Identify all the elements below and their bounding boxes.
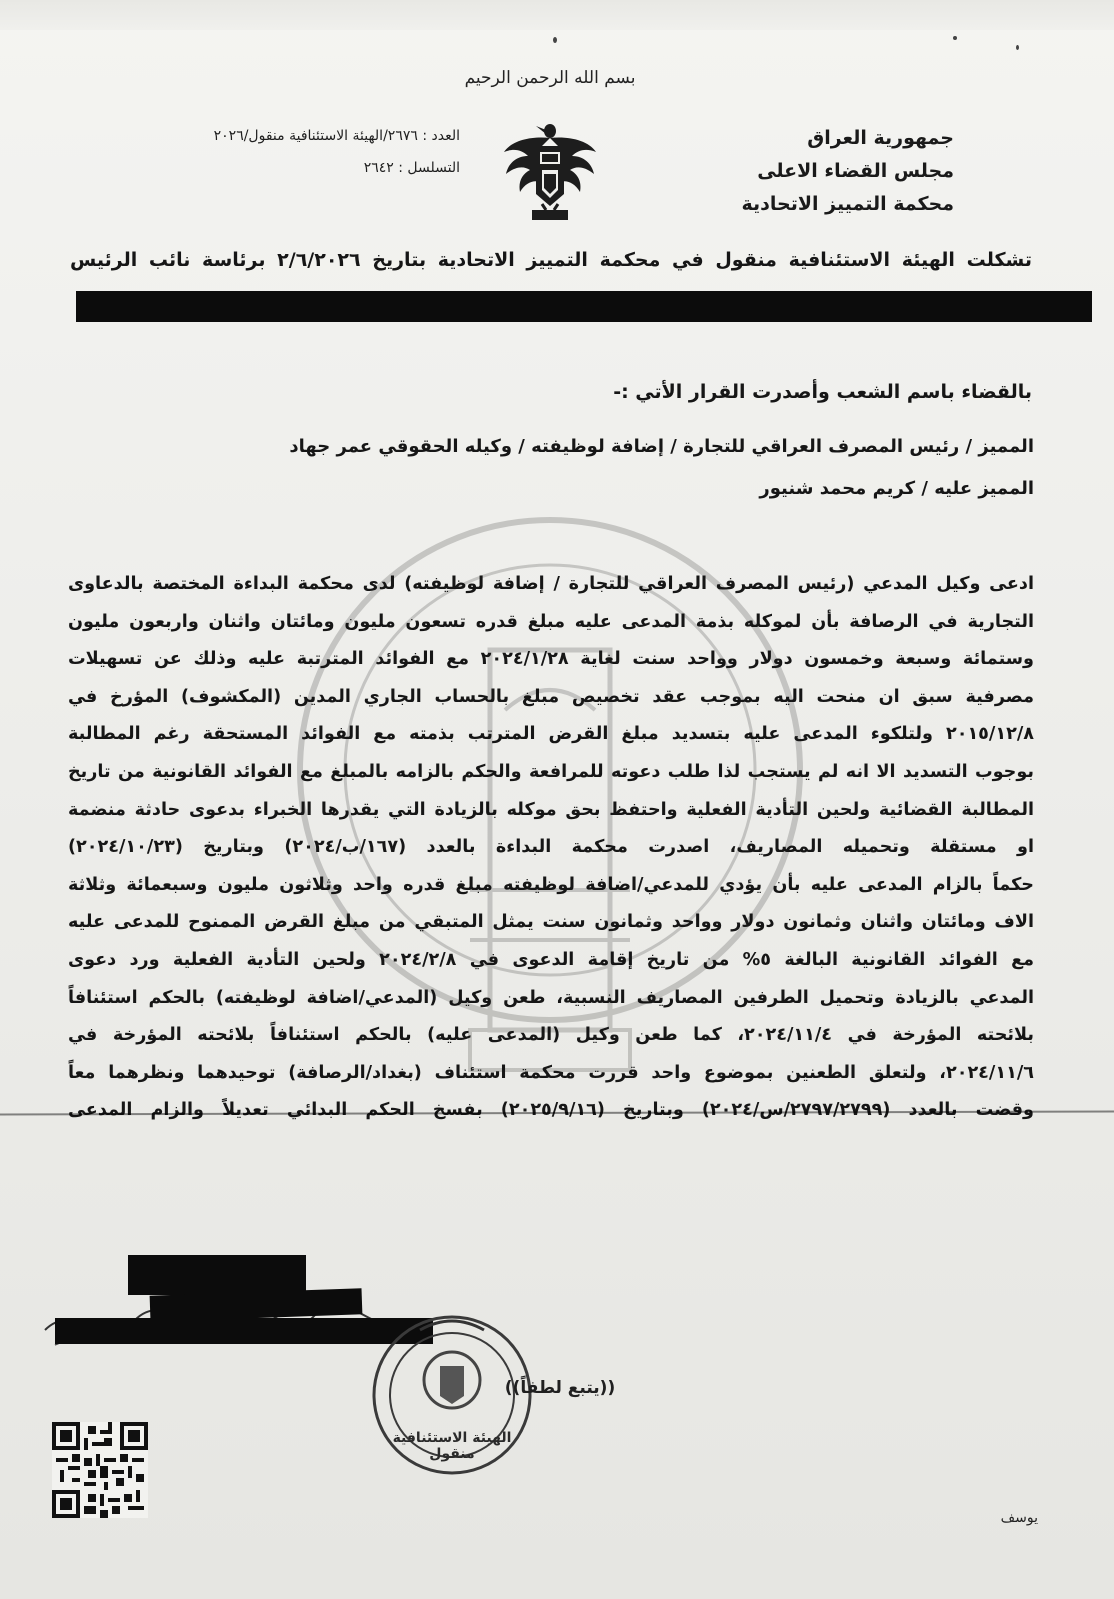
- basmala: بسم الله الرحمن الرحيم: [464, 68, 636, 88]
- seal-label: الهيئة الاستئنافية منقول: [392, 1430, 512, 1462]
- body-line: مصرفية سبق ان منحت اليه بموجب عقد تخصيص مبلغ بالحساب الجاري المدين (المكشوف) المؤرخ في: [68, 686, 1034, 707]
- continued-note: ((يتبع لطفاً)): [504, 1378, 616, 1398]
- clerk-name: يوسف: [1000, 1510, 1038, 1526]
- body-line: او مستقلة وتحميله المصاريف، اصدرت محكمة البداءة بالعدد (١٦٧/ب/٢٠٢٤) وبتاريخ (٢٠٢٤/١٠/٢٣): [68, 837, 1035, 858]
- intro-line-2-redacted: [70, 320, 1032, 360]
- intro-line-1: تشكلت الهيئة الاستئنافية منقول في محكمة التمييز الاتحادية بتاريخ ٢/٦/٢٠٢٦ برئاسة نائب الرئيس: [70, 249, 1032, 271]
- serial-label: التسلسل: [407, 160, 460, 176]
- body-line: المدعي بالزيادة وتحميل الطرفين المصاريف النسبية، طعن وكيل (المدعي/اضافة لوظيفته) بالحكم استئنافاً: [68, 987, 1034, 1008]
- redaction-bar: [128, 1255, 306, 1295]
- scan-speck: [953, 36, 957, 40]
- serial-line: التسلسل : ٢٦٤٢: [363, 160, 460, 176]
- intro-paragraph: [70, 240, 1032, 412]
- scan-top-strip: [0, 0, 1114, 30]
- body-line: حكماً بالزام المدعى عليه بأن يؤدي للمدعي/اضافة لوظيفته مبلغ قدره واحد وثلاثون مليون وسبعمائة وثلاثة: [68, 874, 1034, 895]
- body-line: ادعى وكيل المدعي (رئيس المصرف العراقي للتجارة / إضافة لوظيفته) لدى محكمة البداءة المختصة بالدعاوى: [68, 574, 1034, 594]
- body-line: وستمائة وسبعة وخمسون دولار وواحد سنت لغاية ٢٠٢٤/١/٢٨ مع الفوائد المترتبة عليه وذلك عن تسهيلات: [68, 649, 1034, 670]
- judgment-body: [68, 566, 1034, 1130]
- serial-number: ٢٦٤٢: [363, 160, 394, 176]
- issuer-block: [694, 122, 954, 221]
- respondent-line: المميز عليه / كريم محمد شنيور: [759, 478, 1034, 499]
- body-line: المطالبة القضائية ولحين التأدية الفعلية واحتفظ بحق موكله بالزيادة التي يقدرها الخبراء بدعوى حادثة منضمة: [68, 799, 1034, 820]
- scan-speck: [1016, 45, 1019, 50]
- court-name: محكمة التمييز الاتحادية: [741, 193, 954, 215]
- scan-speck: [553, 37, 557, 43]
- appellant-line: المميز / رئيس المصرف العراقي للتجارة / إضافة لوظيفته / وكيله الحقوقي عمر جهاد: [289, 436, 1034, 457]
- council-name: مجلس القضاء الاعلى: [757, 160, 954, 182]
- country-name: جمهورية العراق: [807, 127, 954, 149]
- case-number: ٢٦٧٦/الهيئة الاستئنافية منقول/٢٠٢٦: [213, 128, 418, 144]
- body-line: التجارية في الرصافة بأن لموكله بذمة المدعى عليه مبلغ قدره تسعون مليون ومائتان واثنان واربعون مليون: [68, 611, 1034, 632]
- body-line: مع الفوائد القانونية البالغة ٥% من تاريخ إقامة الدعوى في ٢٠٢٤/٢/٨ ولحين التأدية الفعلية ورد دعوى: [68, 949, 1034, 970]
- qr-code-icon: [52, 1422, 148, 1518]
- case-number-line: العدد : ٢٦٧٦/الهيئة الاستئنافية منقول/٢٠٢٦: [213, 128, 460, 144]
- reference-block: [110, 120, 460, 184]
- intro-line-3: بالقضاء باسم الشعب وأصدرت القرار الأتي :-: [613, 381, 1032, 403]
- body-line: بوجوب التسديد الا انه لم يستجب لذا طلب دعوته للمرافعة والحكم بالزامه بالمبلغ مع الفوائد القانونية من تاريخ: [68, 761, 1034, 782]
- iraq-eagle-emblem-icon: [502, 118, 598, 228]
- redaction-bar: [76, 291, 1092, 322]
- body-line: ٢٠١٥/١٢/٨ ولتلكوء المدعى عليه بتسديد مبلغ القرض المترتب بذمته مع الفوائد المستحقة رغم المطالبة: [68, 724, 1034, 745]
- body-line: الاف ومائتان واثنان وثمانون دولار وواحد وثمانون سنت يمثل المتبقي من مبلغ القرض الممنوح للمدعى عليه: [68, 912, 1034, 933]
- body-line: ٢٠٢٤/١١/٦، ولتعلق الطعنين بموضوع واحد قررت محكمة استئناف (بغداد/الرصافة) توحيدهما ونظرهما معاً: [68, 1062, 1034, 1083]
- body-line: وقضت بالعدد (٢٧٩٧/٢٧٩٩/س/٢٠٢٤) وبتاريخ (٢٠٢٥/٩/١٦) بفسخ الحكم البدائي تعديلاً والزام المدعى: [68, 1100, 1034, 1121]
- body-line: بلائحته المؤرخة في ٢٠٢٤/١١/٤، كما طعن وكيل (المدعى عليه) بالحكم استئنافاً بلائحته المؤرخة في: [68, 1025, 1034, 1046]
- case-number-label: العدد: [431, 128, 460, 144]
